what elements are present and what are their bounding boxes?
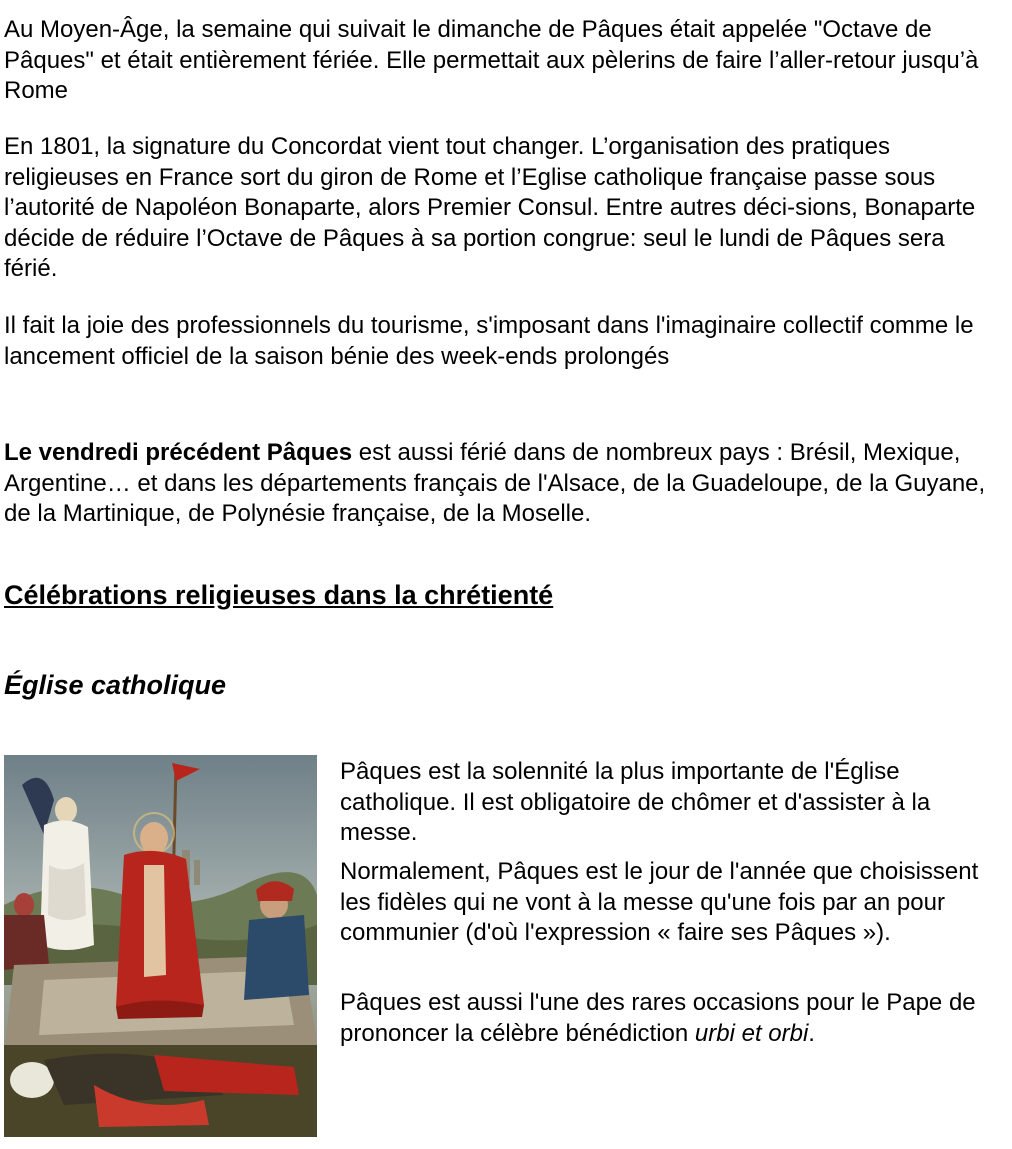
paragraph-concordat: En 1801, la signature du Concordat vient tout changer. L’organisation des pratiques religieuses en France sort du giron de Rome et l’Eglise catholique française passe sous l’autorité de Napoléon Bonaparte, alors Premier Consul. Entre autres déci-sions, Bonaparte décide de réduire l’Octave de Pâques à sa portion congrue: seul le lundi de Pâques sera férié. [4,133,976,282]
paragraph-vendredi [4,438,1004,530]
urbi-end: . [808,1019,815,1047]
side-paragraph-solennite: Pâques est la solennité la plus importante de l'Église catholique. Il est obligatoire de chômer et d'assister à la messe. [340,758,931,846]
side-paragraph-urbi-et-orbi [340,988,1005,1049]
side-paragraph-communier: Normalement, Pâques est le jour de l'année que choisissent les fidèles qui ne vont à la messe qu'une fois par an pour communier (d'où l'expression « faire ses Pâques »). [340,858,979,946]
subsection-heading: Église catholique [4,670,227,700]
holiday-text: est aussi férié dans de nombreux pays : Brésil, Mexique, Argentine… et dans les départements français de l'Alsace, de la Guadeloupe, de la Guyane, de la Martinique, de Polynésie française, de la Moselle. [4,439,986,527]
resurrection-painting-icon [4,755,317,1137]
paragraph-octave: Au Moyen-Âge, la semaine qui suivait le dimanche de Pâques était appelée "Octave de Pâques" et était entièrement fériée. Elle permettait aux pèlerins de faire l’aller-retour jusqu’à Rome [4,16,979,104]
urbi-et-orbi-italic: urbi et orbi [694,1019,809,1047]
urbi-lead: Pâques est aussi l'une des rares occasions pour le Pape de prononcer la célèbre bénédiction [340,989,976,1047]
paragraph-tourisme: Il fait la joie des professionnels du tourisme, s'imposant dans l'imaginaire collectif comme le lancement officiel de la saison bénie des week-ends prolongés [4,312,974,370]
bold-lead: Le vendredi précédent Pâques [4,439,353,466]
section-heading: Célébrations religieuses dans la chrétienté [4,580,554,610]
